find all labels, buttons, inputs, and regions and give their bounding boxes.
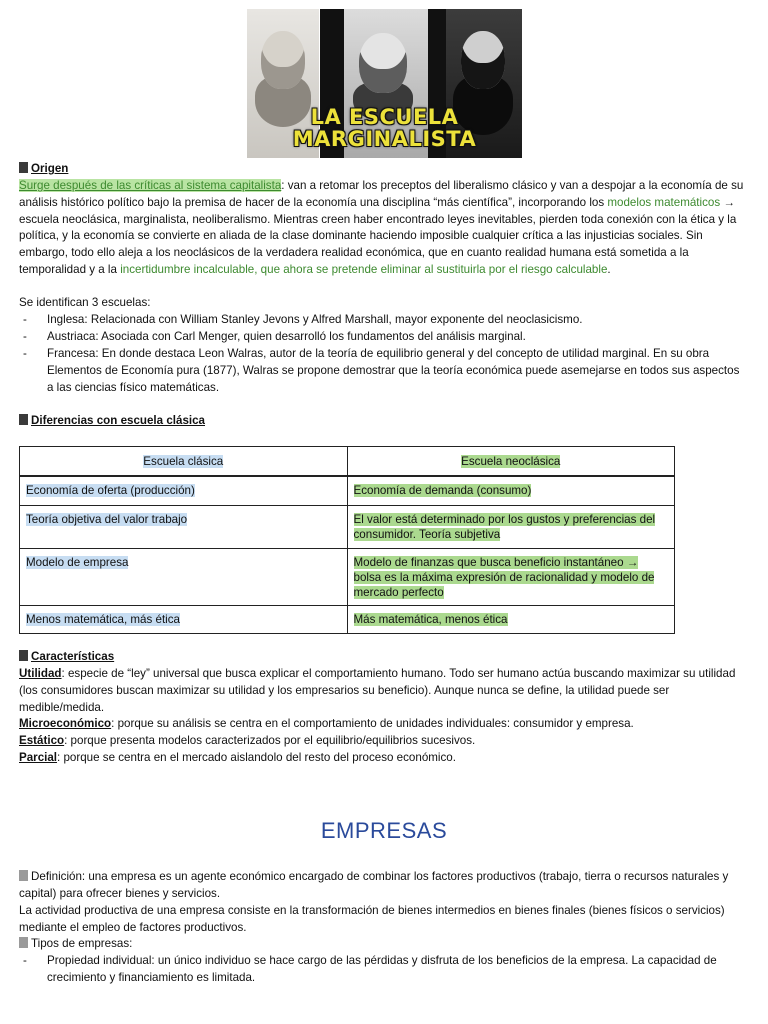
section-heading-caracteristicas: Características <box>19 649 749 666</box>
green-text: incertidumbre incalculable, que ahora se pretende eliminar al sustituirla por el riesgo calculable <box>120 262 608 276</box>
list-item: - Austriaca: Asociada con Carl Menger, quien desarrolló los fundamentos del análisis marginal. <box>23 330 526 343</box>
square-bullet-icon <box>19 414 28 425</box>
table-cell: Teoría objetiva del valor trabajo <box>20 505 348 548</box>
section-heading-diferencias: Diferencias con escuela clásica <box>19 413 749 430</box>
schools-intro: Se identifican 3 escuelas: <box>19 296 151 309</box>
green-text: modelos matemáticos <box>607 195 721 209</box>
table-cell: Modelo de finanzas que busca beneficio instantáneo → bolsa es la máxima expresión de racionalidad y modelo de mercado perfecto <box>347 548 675 605</box>
empresas-tipos-heading: Tipos de empresas: <box>19 936 749 953</box>
portrait-face <box>461 31 505 89</box>
highlighted-text: Surge después de las críticas al sistema capitalista <box>19 179 282 192</box>
square-bullet-icon <box>19 870 28 881</box>
square-bullet-icon <box>19 162 28 173</box>
comparison-table <box>19 446 675 634</box>
list-item: - Francesa: En donde destaca Leon Walras, autor de la teoría de equilibrio general y del concepto de utilidad marginal. En su obra Elementos de Economía pura (1877), Walras se propone demostrar que la teoría económica puede asemejarse en todos sus aspectos a las ciencias físico matemáticas. <box>23 347 740 394</box>
empresas-actividad: La actividad productiva de una empresa consiste en la transformación de bienes intermedios en bienes finales (bienes físicos o servicios) mediante el empleo de factores productivos. <box>19 904 725 934</box>
portrait-face <box>261 31 305 89</box>
characteristic-item: Utilidad: especie de “ley” universal que busca explicar el comportamiento humano. Todo ser humano actúa buscando maximizar su utilidad (los consumidores buscan maximizar su utilidad y los empresarios su beneficio). Aunque nunca se define, la utilidad puede ser medible/medida. <box>19 667 736 714</box>
table-cell: Economía de oferta (producción) <box>20 476 348 505</box>
list-item: - Propiedad individual: un único individuo se hace cargo de las pérdidas y disfruta de los beneficios de la empresa. La capacidad de crecimiento y financiamiento es limitada. <box>23 954 717 984</box>
table-cell: Más matemática, menos ética <box>347 605 675 633</box>
banner-image <box>247 9 522 158</box>
square-bullet-icon <box>19 937 28 948</box>
square-bullet-icon <box>19 650 28 661</box>
origen-paragraph: Surge después de las críticas al sistema capitalista: van a retomar los preceptos del liberalismo clásico y van a despojar a la economía de su análisis histórico político bajo la premisa de hacer de la economía una disciplina “más científica”, incorporando los modelos matemáticos → escuela neoclásica, marginalista, neoliberalismo. Mientras creen haber encontrado leyes inevitables, pierden toda conexión con la ética y la política, y la economía se convierte en aliada de la clase dominante haciendo imposible cualquier crítica a las injusticias sociales. Sin embargo, todo ello aleja a los neoclásicos de la verdadera realidad económica, que en cuanto realidad humana está sometida a la temporalidad y a la incertidumbre incalculable, que ahora se pretende eliminar al sustituirla por el riesgo calculable. <box>19 179 744 276</box>
empresas-definicion: Definición: una empresa es un agente económico encargado de combinar los factores productivos (trabajo, tierra o recursos naturales y capital) para ofrecer bienes y servicios. <box>19 870 729 900</box>
table-row <box>20 476 675 505</box>
table-cell: Modelo de empresa <box>20 548 348 605</box>
characteristic-item: Parcial: porque se centra en el mercado aislandolo del resto del proceso económico. <box>19 751 456 764</box>
banner-title-line1: LA ESCUELA <box>310 105 459 129</box>
list-item: - Inglesa: Relacionada con William Stanley Jevons y Alfred Marshall, mayor exponente del neoclasicismo. <box>23 313 583 326</box>
table-row <box>20 548 675 605</box>
portrait-face <box>359 33 407 93</box>
empresas-title: EMPRESAS <box>320 818 448 843</box>
table-cell: El valor está determinado por los gustos y preferencias del consumidor. Teoría subjetiva <box>347 505 675 548</box>
section-heading-origen: Origen <box>19 161 749 178</box>
table-row <box>20 605 675 633</box>
characteristic-item: Microeconómico: porque su análisis se centra en el comportamiento de unidades individuales: consumidor y empresa. <box>19 717 634 730</box>
characteristic-item: Estático: porque presenta modelos caracterizados por el equilibrio/equilibrios sucesivos. <box>19 734 476 747</box>
table-row <box>20 505 675 548</box>
banner-title-line2: MARGINALISTA <box>292 127 477 151</box>
table-header-cell: Escuela clásica <box>20 447 348 477</box>
table-cell: Economía de demanda (consumo) <box>347 476 675 505</box>
table-header-row <box>20 447 675 477</box>
table-header-cell: Escuela neoclásica <box>347 447 675 477</box>
table-cell: Menos matemática, más ética <box>20 605 348 633</box>
